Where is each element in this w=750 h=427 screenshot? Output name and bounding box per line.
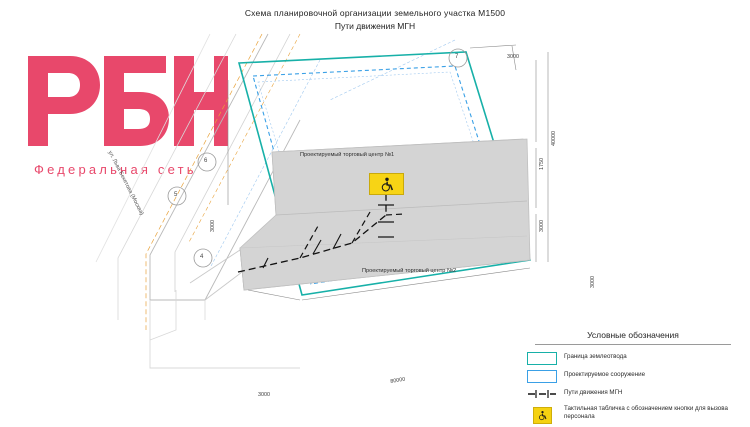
dimension-left-upper: 3000 bbox=[210, 220, 216, 232]
legend bbox=[527, 330, 739, 427]
tactile-swatch bbox=[527, 407, 557, 420]
legend-item-building bbox=[527, 369, 739, 382]
node-label-6: 6 bbox=[204, 158, 208, 164]
legend-item-boundary bbox=[527, 351, 739, 364]
wheelchair-icon bbox=[538, 410, 547, 421]
dimension-right-inner: 1750 bbox=[539, 158, 545, 170]
legend-item-path-label: Пути движения МГН bbox=[564, 389, 623, 397]
path-swatch bbox=[527, 387, 557, 400]
dimension-top-right: 3000 bbox=[507, 54, 519, 60]
dimension-right-middle: 3000 bbox=[539, 220, 545, 232]
legend-item-building-label: Проектируемое сооружение bbox=[564, 371, 646, 379]
node-label-4: 4 bbox=[200, 254, 204, 260]
legend-title: Условные обозначения bbox=[587, 330, 679, 340]
building-swatch bbox=[527, 369, 557, 382]
dimension-right-total: 40000 bbox=[551, 131, 557, 146]
tactile-sign-marker[interactable] bbox=[369, 173, 404, 195]
sheet-title-line-2: Пути движения МГН bbox=[334, 21, 416, 31]
wheelchair-icon bbox=[380, 177, 394, 192]
dimension-right-lower: 3000 bbox=[590, 276, 596, 288]
legend-item-path bbox=[527, 387, 739, 400]
node-label-7: 7 bbox=[455, 54, 459, 60]
legend-item-boundary-label: Граница землеотвода bbox=[564, 353, 627, 361]
boundary-swatch bbox=[527, 351, 557, 364]
street-name-label: ул. Льва Бекетова (Москва) bbox=[106, 150, 145, 217]
sheet-title-line-1: Схема планировочной организации земельного участка М1500 bbox=[244, 8, 506, 18]
node-label-5: 5 bbox=[174, 192, 178, 198]
dimension-bottom-left: 3000 bbox=[258, 392, 270, 398]
legend-title-divider bbox=[535, 344, 731, 345]
dimension-bottom-total: 80000 bbox=[390, 376, 406, 385]
building-1-label: Проектируемый торговый центр №1 bbox=[300, 152, 395, 158]
legend-item-tactile-label: Тактильная табличка с обозначением кнопки для вызова персонала bbox=[564, 405, 728, 421]
path-swatch-icon bbox=[527, 387, 557, 400]
legend-item-tactile bbox=[527, 405, 739, 422]
logo-tagline: Федеральная сеть bbox=[34, 162, 197, 177]
building-2-label: Проектируемый торговый центр №2 bbox=[362, 268, 457, 274]
